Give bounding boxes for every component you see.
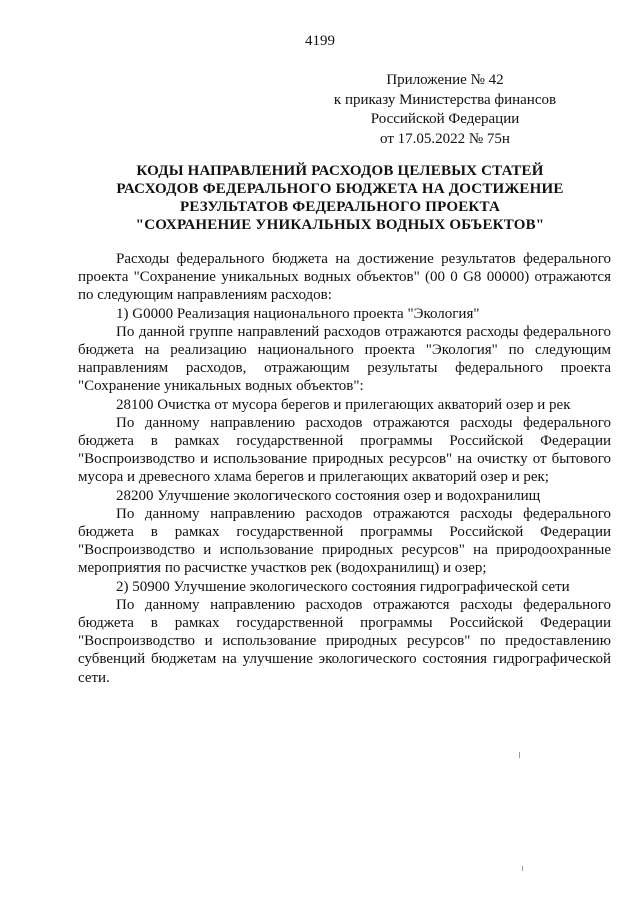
title-line: РЕЗУЛЬТАТОВ ФЕДЕРАЛЬНОГО ПРОЕКТА: [180, 199, 500, 215]
appendix-line: Российской Федерации: [370, 111, 520, 127]
title-line: РАСХОДОВ ФЕДЕРАЛЬНОГО БЮДЖЕТА НА ДОСТИЖЕНИЕ: [116, 181, 564, 197]
appendix-header: [300, 71, 590, 149]
scan-artifact: [522, 866, 523, 871]
scan-artifact: [519, 752, 520, 758]
appendix-line: от 17.05.2022 № 75н: [380, 130, 510, 147]
code-28100-heading: 28100 Очистка от мусора берегов и прилегающих акваторий озер и рек: [116, 396, 571, 413]
document-title: [60, 162, 620, 234]
code-28200-paragraph: По данному направлению расходов отражаются расходы федерального бюджета в рамках государственной программы Российской Федерации "Воспроизводство и использование природных ресурсов" на природоохранные мероприятия по расчистке участков рек (водохранилищ) и озер;: [78, 505, 611, 577]
item-2-heading: 2) 50900 Улучшение экологического состояния гидрографической сети: [116, 578, 570, 595]
document-body: [78, 250, 611, 687]
code-28200-heading: 28200 Улучшение экологического состояния озер и водохранилищ: [116, 487, 541, 504]
page-number: 4199: [305, 33, 335, 49]
appendix-line: к приказу Министерства финансов: [333, 91, 557, 108]
item-2-paragraph: По данному направлению расходов отражаются расходы федерального бюджета в рамках государственной программы Российской Федерации "Воспроизводство и использование природных ресурсов" по предоставлению субвенций бюджетам на улучшение экологического состояния гидрографической сети.: [78, 596, 611, 686]
title-line: "СОХРАНЕНИЕ УНИКАЛЬНЫХ ВОДНЫХ ОБЪЕКТОВ": [135, 217, 545, 233]
item-1-paragraph: По данной группе направлений расходов отражаются расходы федерального бюджета на реализацию национального проекта "Экология" по следующим направлениям расходов, отражающим результаты федерального проекта "Сохранение уникальных водных объектов":: [78, 323, 611, 395]
code-28100-paragraph: По данному направлению расходов отражаются расходы федерального бюджета в рамках государственной программы Российской Федерации "Воспроизводство и использование природных ресурсов" на очистку от бытового мусора и древесного хлама берегов и прилегающих акваторий озер и рек;: [78, 414, 611, 486]
title-line: КОДЫ НАПРАВЛЕНИЙ РАСХОДОВ ЦЕЛЕВЫХ СТАТЕЙ: [136, 163, 544, 179]
intro-paragraph: Расходы федерального бюджета на достижение результатов федерального проекта "Сохранение уникальных водных объектов" (00 0 G8 00000) отражаются по следующим направлениям расходов:: [78, 251, 611, 304]
item-1-heading: 1) G0000 Реализация национального проекта "Экология": [116, 305, 480, 322]
appendix-line: Приложение № 42: [386, 72, 504, 88]
